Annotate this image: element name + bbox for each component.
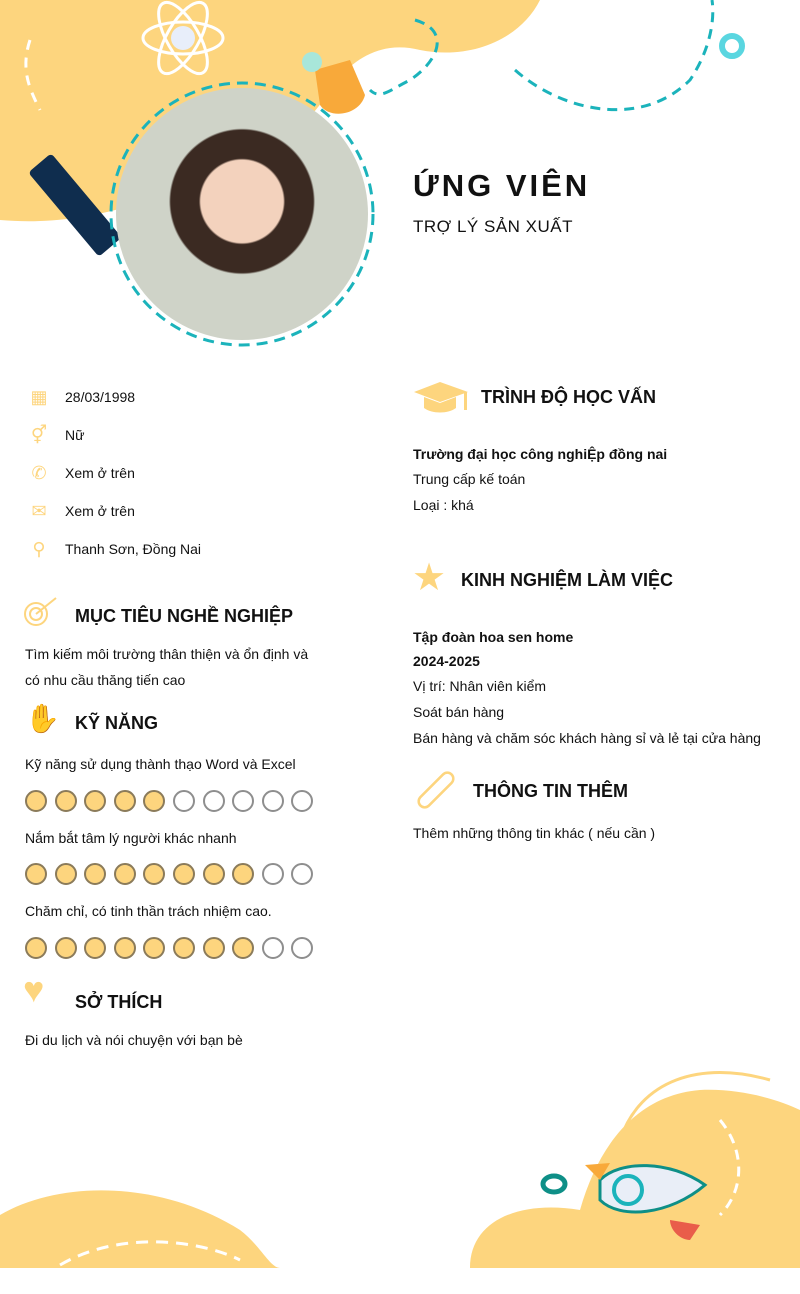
gender-icon: ⚥ [30,424,48,445]
rating-dot-filled [232,937,254,959]
education-major: Trung cấp kế toán [413,471,526,487]
rating-dot-filled [25,937,47,959]
experience-line: Bán hàng và chăm sóc khách hàng sỉ và lẻ tại cửa hàng [413,730,761,746]
extra-heading: THÔNG TIN THÊM [473,781,628,801]
rating-dot-filled [203,937,225,959]
rating-dot-filled [173,937,195,959]
objective-line: có nhu cầu thăng tiến cao [25,672,186,688]
location-icon: ⚲ [32,538,46,559]
rating-dot-filled [114,790,136,812]
objective-line: Tìm kiếm môi trường thân thiện và ổn định và [25,646,309,662]
star-icon: ★ [412,557,447,599]
hand-icon: ✋ [25,703,60,734]
experience-line: Vị trí: Nhân viên kiểm [413,678,547,694]
rating-dot-filled [55,790,77,812]
skill-label: Chăm chỉ, có tinh thần trách nhiệm cao. [25,903,272,919]
contact-dob [25,386,135,408]
rating-dot-empty [262,863,284,885]
rating-dot-empty [262,790,284,812]
contact-text: Thanh Sơn, Đồng Nai [65,541,202,557]
contact-text: Nữ [65,427,85,443]
heart-icon: ♥ [23,969,45,1010]
rating-dot-empty [203,790,225,812]
rating-dot-filled [114,937,136,959]
rating-dot-filled [55,937,77,959]
experience-company: Tập đoàn hoa sen home [413,629,574,645]
rating-dot-filled [114,863,136,885]
contact-text: Xem ở trên [65,465,135,481]
skills-heading: KỸ NĂNG [75,713,159,733]
contact-text: Xem ở trên [65,503,135,519]
education-school: Trường đại học công nghiỆp đồng nai [413,446,668,462]
rating-dot-filled [84,790,106,812]
skill-rating [25,790,313,812]
paperclip-icon [416,770,460,812]
rating-dot-empty [291,937,313,959]
rating-dot-empty [173,790,195,812]
graduation-cap-icon [414,380,470,416]
email-icon: ✉ [31,500,47,521]
contact-phone [25,462,135,484]
rating-dot-empty [291,790,313,812]
rating-dot-filled [143,790,165,812]
rating-dot-filled [143,863,165,885]
skill-label: Kỹ năng sử dụng thành thạo Word và Excel [25,756,296,772]
rating-dot-filled [25,863,47,885]
rating-dot-empty [232,790,254,812]
contact-email [25,500,135,522]
skill-rating [25,863,313,885]
rating-dot-empty [291,863,313,885]
experience-period: 2024-2025 [413,653,480,669]
skill-rating [25,937,313,959]
experience-line: Soát bán hàng [413,704,505,720]
skill-label: Nắm bắt tâm lý người khác nhanh [25,830,237,846]
rating-dot-filled [143,937,165,959]
rating-dot-filled [173,863,195,885]
rating-dot-filled [55,863,77,885]
experience-heading: KINH NGHIỆM LÀM VIỆC [461,570,674,590]
education-heading: TRÌNH ĐỘ HỌC VẤN [481,387,656,407]
extra-text: Thêm những thông tin khác ( nếu cần ) [413,825,656,841]
calendar-icon: ▦ [30,386,48,407]
avatar-photo [116,88,368,340]
hobbies-text: Đi du lịch và nói chuyện với bạn bè [25,1032,243,1048]
education-grade: Loại : khá [413,497,474,513]
rating-dot-filled [25,790,47,812]
phone-icon: ✆ [31,462,47,483]
rating-dot-filled [84,937,106,959]
rating-dot-filled [203,863,225,885]
objective-heading: MỤC TIÊU NGHỀ NGHIỆP [75,606,294,626]
rating-dot-filled [84,863,106,885]
contact-text: 28/03/1998 [65,389,136,405]
candidate-name: ỨNG VIÊN [413,168,591,203]
hobbies-heading: SỞ THÍCH [75,992,163,1012]
rating-dot-filled [232,863,254,885]
rating-dot-empty [262,937,284,959]
target-icon [24,596,60,628]
contact-address [25,538,201,560]
candidate-role: TRỢ LÝ SẢN XUẤT [413,217,573,236]
contact-gender [25,424,84,446]
